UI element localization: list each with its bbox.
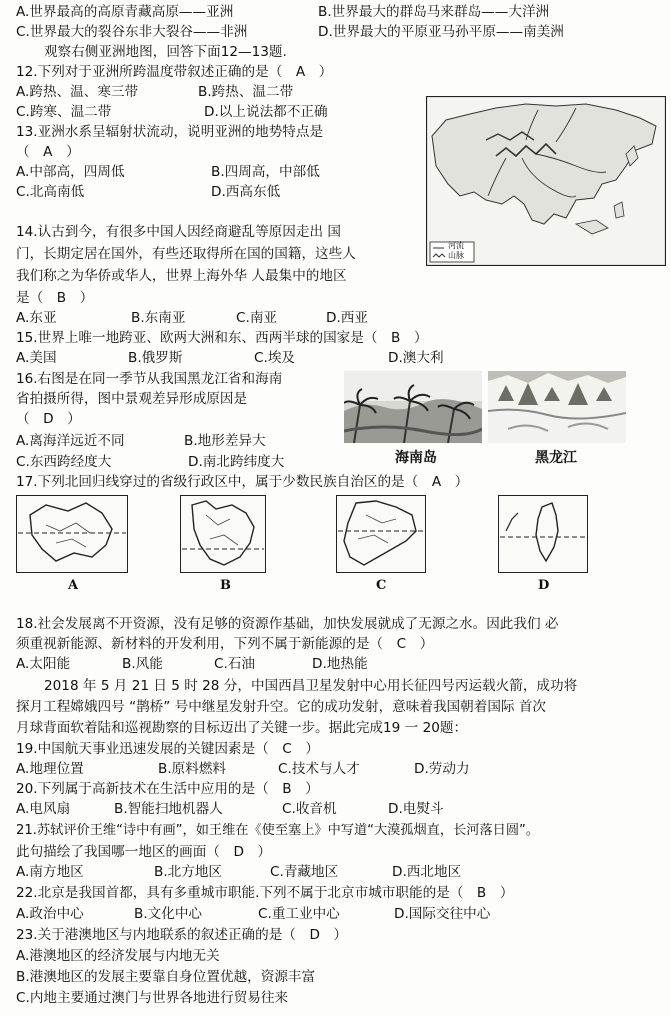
q14-option-b: B.东南亚 (131, 310, 186, 326)
q14-option-d: D.西亚 (326, 310, 368, 326)
q13-option-a: A.中部高，四周低 (16, 164, 125, 180)
photo-heilongjiang (488, 371, 626, 443)
q18-option-c: C.石油 (214, 656, 256, 672)
photo-hainan (344, 371, 482, 443)
q12-option-d: D.以上说法都不正确 (204, 104, 328, 120)
q16-stem-line-3: （ D ） (16, 411, 81, 427)
q12-option-b: B.跨热、温二带 (198, 84, 294, 100)
q14-stem-line-1: 14.认古到今，有很多中国人因经商避乱等原因走出 国 (16, 224, 342, 240)
photo-hainan-caption: 海南岛 (395, 450, 437, 466)
q21-stem-line-1: 21.苏轼评价王维“诗中有画”，如王维在《使至塞上》中写道“大漠孤烟直，长河落日圆”。 (16, 823, 540, 838)
q20-option-b: B.智能扫地机器人 (114, 801, 223, 817)
q14-stem-line-2: 门，长期定居在国外，有些还取得所在国的国籍，这些人 (16, 246, 356, 262)
passage-line-2: 探月工程嫦娥四号 “鹊桥” 号中继星发射升空。它的成功发射，意味着我国朝着国际 首次 (16, 699, 547, 715)
q22-stem: 22.北京是我国首都，具有多重城市职能.下列不属于北京市城市职能的是（ B ） (16, 885, 514, 901)
q21-stem-line-2: 此句描绘了我国哪一地区的画面（ D ） (16, 844, 272, 860)
q22-option-b: B.文化中心 (134, 906, 203, 922)
q17-label-c: C (376, 578, 387, 593)
q21-option-b: B.北方地区 (154, 864, 223, 880)
map-legend-mountain: 山脉 (448, 251, 464, 260)
q15-stem: 15.世界上唯一地跨亚、欧两大洲和东、西两半球的国家是（ B ） (16, 330, 428, 346)
q16-option-d: D.南北跨纬度大 (188, 454, 285, 470)
q15-option-b: B.俄罗斯 (128, 350, 183, 366)
q17-label-a: A (68, 578, 79, 593)
q17-label-b: B (220, 578, 231, 593)
q20-option-c: C.收音机 (282, 801, 337, 817)
q14-stem-line-3: 我们称之为华侨或华人，世界上海外华 人最集中的地区 (16, 268, 347, 284)
q22-option-d: D.国际交往中心 (394, 906, 491, 922)
q17-map-d (498, 495, 588, 573)
q23-option-b: B.港澳地区的发展主要靠自身位置优越，资源丰富 (16, 969, 316, 985)
q18-option-d: D.地热能 (312, 656, 368, 672)
q16-stem-line-1: 16.右图是在同一季节从我国黑龙江省和海南 (16, 371, 283, 387)
passage-line-3: 月球背面软着陆和巡视勘察的目标迈出了关键一步。据此完成19 一 20题： (16, 720, 468, 736)
q19-option-c: C.技术与人才 (278, 761, 360, 777)
q12-stem: 12.下列对于亚洲所跨温度带叙述正确的是（ A ） (16, 64, 333, 80)
q17-label-d: D (538, 578, 550, 593)
q18-stem-line-1: 18.社会发展离不开资源，没有足够的资源作基础，加快发展就成了无源之水。因此我们 必 (16, 616, 559, 632)
intro-12-13: 观察右侧亚洲地图，回答下面12—13题. (44, 44, 287, 60)
q15-option-c: C.埃及 (254, 350, 296, 366)
q15-option-a: A.美国 (16, 350, 57, 366)
q14-stem-line-4: 是（ B ） (16, 290, 94, 306)
q13-stem-line-1: 13.亚洲水系呈辐射状流动，说明亚洲的地势特点是 (16, 124, 324, 140)
q21-option-c: C.青藏地区 (270, 864, 339, 880)
q20-option-a: A.电风扇 (16, 801, 71, 817)
q11-option-c: C.世界最大的裂谷东非大裂谷——非洲 (16, 24, 248, 40)
q19-option-d: D.劳动力 (414, 761, 470, 777)
q19-option-a: A.地理位置 (16, 761, 84, 777)
q11-option-d: D.世界最大的平原亚马孙平原——南美洲 (318, 24, 564, 40)
passage-line-1: 2018 年 5 月 21 日 5 时 28 分，中国西昌卫星发射中心用长征四号丙运载火箭，成功将 (44, 678, 578, 694)
q23-option-c: C.内地主要通过澳门与世界各地进行贸易往来 (16, 990, 289, 1006)
q19-option-b: B.原料燃料 (158, 761, 227, 777)
q21-option-d: D.西北地区 (392, 864, 462, 880)
q14-option-c: C.南亚 (236, 310, 278, 326)
q13-option-b: B.四周高，中部低 (211, 164, 320, 180)
q16-stem-line-2: 省拍摄所得，图中景观差异形成原因是 (16, 391, 248, 407)
q14-option-a: A.东亚 (16, 310, 57, 326)
q11-option-b: B.世界最大的群岛马来群岛——大洋洲 (318, 4, 550, 20)
q17-map-c (336, 495, 426, 573)
q23-stem: 23.关于港澳地区与内地联系的叙述正确的是（ D ） (16, 927, 348, 943)
q16-option-a: A.离海洋远近不同 (16, 433, 125, 449)
q15-option-d: D.澳大利 (388, 350, 444, 366)
q13-stem-line-2: （ A ） (16, 144, 80, 160)
q18-stem-line-2: 须重视新能源、新材料的开发利用，下列不属于新能源的是（ C ） (16, 636, 434, 652)
asia-map-figure (426, 96, 666, 266)
q11-option-a: A.世界最高的高原青藏高原——亚洲 (16, 4, 234, 20)
q12-option-a: A.跨热、温、寒三带 (16, 84, 139, 100)
q13-option-d: D.西高东低 (211, 184, 281, 200)
q22-option-c: C.重工业中心 (258, 906, 340, 922)
q18-option-a: A.太阳能 (16, 656, 71, 672)
q20-option-d: D.电熨斗 (388, 801, 444, 817)
q17-map-a (16, 495, 128, 573)
q21-option-a: A.南方地区 (16, 864, 84, 880)
q23-option-a: A.港澳地区的经济发展与内地无关 (16, 948, 220, 964)
q16-option-b: B.地形差异大 (184, 433, 266, 449)
q18-option-b: B.风能 (122, 656, 163, 672)
q13-option-c: C.北高南低 (16, 184, 85, 200)
q12-option-c: C.跨寒、温二带 (16, 104, 112, 120)
photo-heilongjiang-caption: 黑龙江 (535, 450, 577, 466)
q16-option-c: C.东西跨经度大 (16, 454, 112, 470)
q19-stem: 19.中国航天事业迅速发展的关键因素是（ C ） (16, 741, 319, 757)
map-legend-river: 河流 (448, 241, 464, 250)
q20-stem: 20.下列属于高新技术在生活中应用的是（ B ） (16, 781, 319, 797)
q17-stem: 17.下列北回归线穿过的省级行政区中，属于少数民族自治区的是（ A ） (16, 474, 469, 490)
q17-map-b (180, 495, 266, 573)
q22-option-a: A.政治中心 (16, 906, 84, 922)
